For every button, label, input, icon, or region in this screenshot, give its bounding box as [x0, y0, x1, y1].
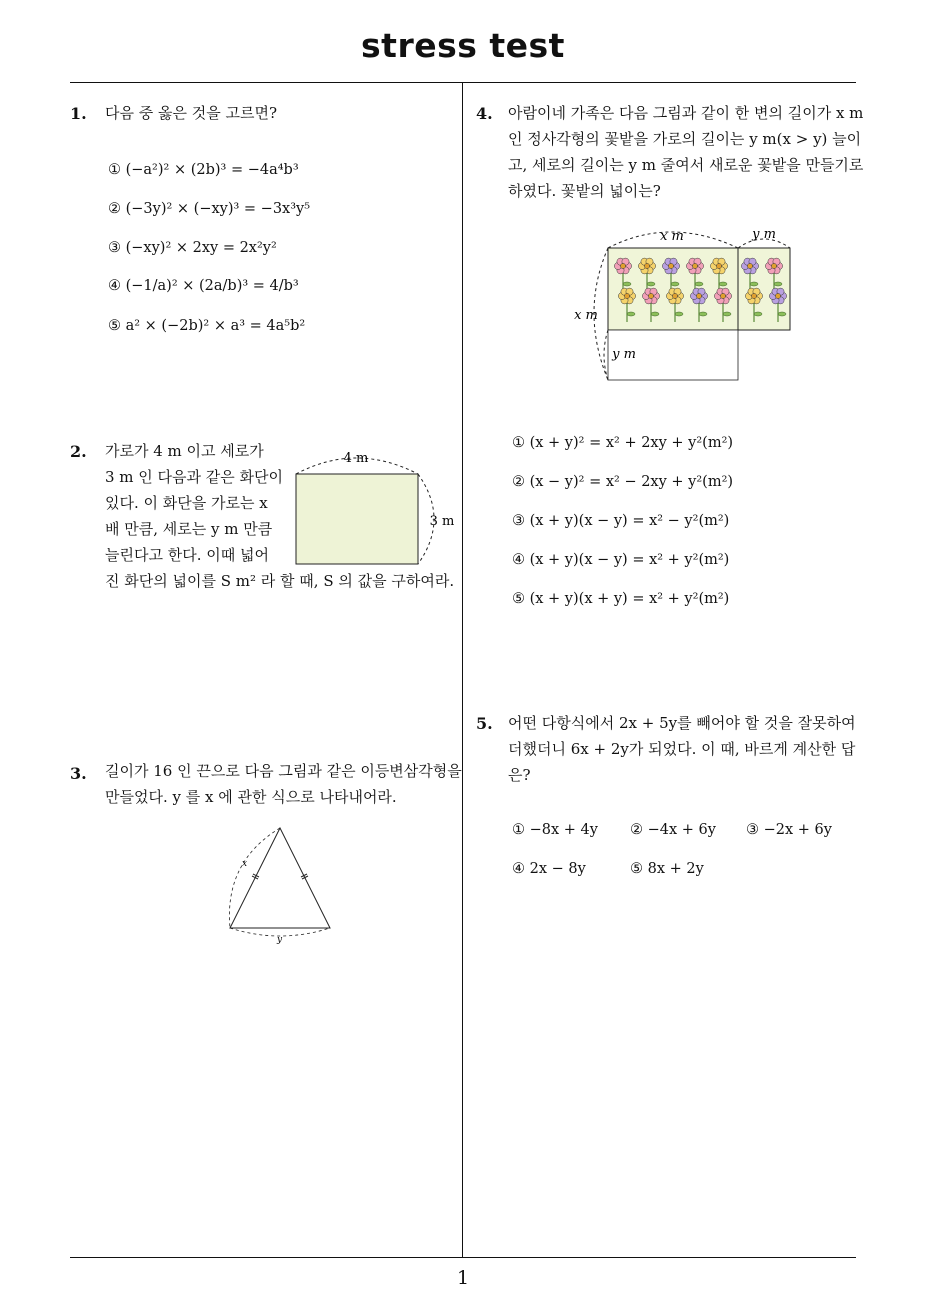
page-number: 1 — [456, 1267, 470, 1289]
column-divider — [462, 82, 463, 1257]
question-number: 3. — [70, 764, 87, 783]
text-line: 아람이네 가족은 다음 그림과 같이 한 변의 길이가 x m — [508, 104, 864, 122]
question-text — [508, 100, 863, 204]
text-line: 만들었다. y 를 x 에 관한 식으로 나타내어라. — [105, 788, 397, 806]
option-4[interactable]: ④ 2x − 8y — [512, 861, 586, 877]
text-line: 가로가 4 m 이고 세로가 — [105, 442, 264, 460]
text-line: 인 정사각형의 꽃밭을 가로의 길이는 y m(x > y) 늘이 — [508, 130, 862, 148]
question-text — [508, 710, 856, 788]
text-line: 하였다. 꽃밭의 넓이는? — [508, 182, 661, 200]
top-rule — [70, 82, 856, 83]
option-5[interactable]: ⑤ (x + y)(x + y) = x² + y²(m²) — [512, 591, 730, 607]
question-text — [105, 758, 462, 810]
text-line: 진 화단의 넓이를 S m² 라 할 때, S 의 값을 구하여라. — [105, 572, 455, 590]
flowerbed-rectangle-figure — [290, 448, 460, 572]
text-line: 배 만큼, 세로는 y m 만큼 — [105, 520, 273, 538]
question-number: 2. — [70, 442, 87, 461]
text-line: 은? — [508, 766, 531, 784]
option-3[interactable]: ③ (x + y)(x − y) = x² − y²(m²) — [512, 513, 730, 529]
question-number: 5. — [476, 714, 493, 733]
option-2[interactable]: ② (x − y)² = x² − 2xy + y²(m²) — [512, 474, 734, 490]
text-line: 더했더니 6x + 2y가 되었다. 이 때, 바르게 계산한 답 — [508, 740, 856, 758]
height-label: 3 m — [429, 514, 455, 529]
top-y-label: y m — [752, 227, 776, 242]
base-label: y — [277, 935, 283, 944]
text-line: 있다. 이 화단을 가로는 x — [105, 494, 268, 512]
question-text: 다음 중 옳은 것을 고르면? — [105, 104, 278, 122]
text-line: 늘린다고 한다. 이때 넓어 — [105, 546, 269, 564]
top-x-label: x m — [660, 229, 684, 244]
width-label: 4 m — [343, 451, 369, 466]
option-5[interactable]: ⑤ a² × (−2b)² × a³ = 4a⁵b² — [108, 318, 306, 334]
option-4[interactable]: ④ (x + y)(x − y) = x² + y²(m²) — [512, 552, 730, 568]
bottom-rule — [70, 1257, 856, 1258]
question-number: 1. — [70, 104, 87, 123]
option-2[interactable]: ② (−3y)² × (−xy)³ = −3x³y⁵ — [108, 201, 311, 217]
option-2[interactable]: ② −4x + 6y — [630, 822, 716, 838]
option-1[interactable]: ① −8x + 4y — [512, 822, 598, 838]
left-y-label: y m — [612, 347, 636, 362]
left-x-label: x m — [574, 308, 598, 323]
text-line: 길이가 16 인 끈으로 다음 그림과 같은 이등변삼각형을 — [105, 762, 462, 780]
option-1[interactable]: ① (x + y)² = x² + 2xy + y²(m²) — [512, 435, 734, 451]
option-4[interactable]: ④ (−1/a)² × (2a/b)³ = 4/b³ — [108, 278, 299, 294]
isosceles-triangle-figure — [222, 822, 340, 944]
option-3[interactable]: ③ (−xy)² × 2xy = 2x²y² — [108, 240, 277, 256]
side-label: x — [242, 859, 248, 869]
page-title: stress test — [361, 26, 565, 65]
option-1[interactable]: ① (−a²)² × (2b)³ = −4a⁴b³ — [108, 162, 299, 178]
text-line: 어떤 다항식에서 2x + 5y를 빼어야 할 것을 잘못하여 — [508, 714, 856, 732]
question-number: 4. — [476, 104, 493, 123]
option-3[interactable]: ③ −2x + 6y — [746, 822, 832, 838]
text-line: 3 m 인 다음과 같은 화단이 — [105, 468, 284, 486]
option-5[interactable]: ⑤ 8x + 2y — [630, 861, 704, 877]
text-line: 고, 세로의 길이는 y m 줄여서 새로운 꽃밭을 만들기로 — [508, 156, 864, 174]
flower-garden-figure — [570, 222, 800, 386]
